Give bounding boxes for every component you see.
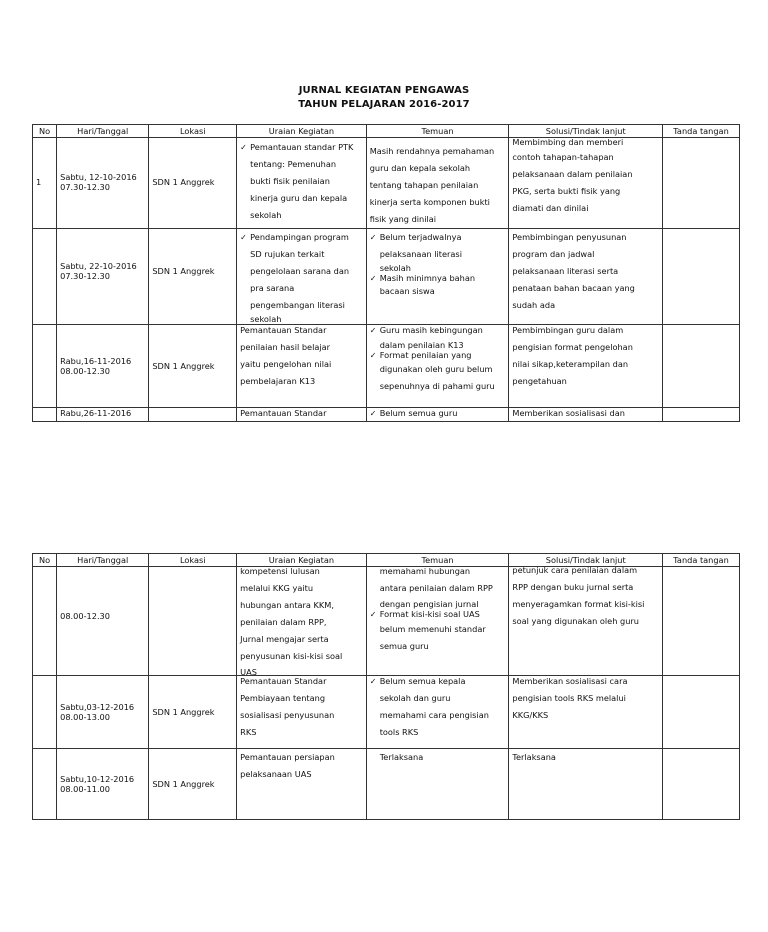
- row-time: 08.00-12.30: [60, 366, 110, 376]
- row-location: SDN 1 Anggrek: [152, 706, 215, 717]
- row-temuan: Masih rendahnya pemahaman guru dan kepala sekolah tentang tahapan penilaian kinerja serta komponen bukti fisik yang dinilai: [369, 146, 495, 224]
- document-title: JURNAL KEGIATAN PENGAWAS: [298, 85, 470, 96]
- check-icon: ✓: [240, 233, 247, 242]
- check-icon: ✓: [240, 143, 247, 152]
- row-solusi: Pembimbingan guru dalam pengisian format pengelohan nilai sikap,keterampilan dan pengetahuan: [512, 325, 633, 386]
- header-solusi: Solusi/Tindak lanjut: [509, 125, 663, 138]
- check-icon: ✓: [369, 233, 377, 242]
- check-icon: ✓: [369, 351, 377, 360]
- row-time: 08.00-13.00: [60, 712, 110, 722]
- check-icon: ✓: [369, 677, 377, 686]
- signature-cell: [663, 229, 740, 325]
- signature-cell: [663, 325, 740, 408]
- table-row: [33, 749, 740, 820]
- row-uraian: Pemantauan Standar: [240, 408, 327, 418]
- journal-table-1: [32, 124, 740, 422]
- row-uraian: ✓ Pemantauan standar PTK tentang: Pemenuhan bukti fisik penilaian kinerja guru dan kepala sekolah: [240, 138, 363, 224]
- row-location: SDN 1 Anggrek: [152, 778, 215, 789]
- row-solusi: Memberikan sosialisasi dan: [512, 408, 625, 418]
- row-temuan: ✓ Belum terjadwalnya pelaksanaan literasi sekolah ✓ Masih minimnya bahan bacaan siswa: [370, 229, 506, 300]
- row-time: 07.30-12.30: [60, 271, 110, 281]
- row-uraian: Pemantauan Standar Pembiayaan tentang sosialisasi penyusunan RKS: [240, 676, 335, 737]
- document-subtitle: TAHUN PELAJARAN 2016-2017: [298, 99, 470, 110]
- signature-cell: [663, 567, 740, 676]
- table-row: [33, 567, 740, 676]
- journal-table-2: [32, 553, 740, 820]
- row-uraian: Pemantauan persiapan pelaksanaan UAS: [240, 752, 335, 779]
- header-solusi: Solusi/Tindak lanjut: [509, 554, 663, 567]
- row-temuan: ✓ Belum semua guru: [369, 408, 458, 418]
- table-row: [33, 325, 740, 408]
- check-icon: ✓: [369, 326, 377, 335]
- row-temuan: ✓ Belum semua kepala sekolah dan guru memahami cara pengisian tools RKS: [370, 673, 506, 741]
- row-uraian: ✓ Pendampingan program SD rujukan terkait pengelolaan sarana dan pra sarana pengembangan literasi sekolah: [240, 229, 363, 324]
- row-uraian: Pemantauan Standar penilaian hasil belajar yaitu pengelohan nilai pembelajaran K13: [240, 325, 332, 386]
- signature-cell: [663, 676, 740, 749]
- header-temuan: Temuan: [366, 554, 509, 567]
- check-icon: ✓: [369, 409, 377, 418]
- table-row: [33, 408, 740, 422]
- header-no: No: [33, 554, 57, 567]
- header-uraian-kegiatan: Uraian Kegiatan: [237, 125, 367, 138]
- row-solusi: Terlaksana: [512, 752, 556, 762]
- row-temuan: ✓ Guru masih kebingungan dalam penilaian K13 ✓ Format penilaian yang digunakan oleh guru belum sepenuhnya di pahami guru: [370, 322, 506, 395]
- row-location: SDN 1 Anggrek: [152, 176, 215, 187]
- row-temuan: memahami hubungan antara penilaian dalam RPP dengan pengisian jurnal ✓ Format kisi-kisi soal UAS belum memenuhi standar semua guru: [369, 566, 493, 651]
- header-tanda-tangan: Tanda tangan: [663, 554, 740, 567]
- row-date: Sabtu,10-12-2016: [60, 773, 135, 784]
- signature-cell: [663, 408, 740, 422]
- header-tanda-tangan: Tanda tangan: [663, 125, 740, 138]
- table-row: [33, 138, 740, 229]
- row-date: Rabu,26-11-2016: [60, 408, 132, 418]
- row-temuan: Terlaksana: [379, 752, 424, 762]
- signature-cell: [663, 138, 740, 229]
- check-icon: ✓: [369, 274, 377, 283]
- row-time: 08.00-11.00: [60, 784, 110, 794]
- header-no: No: [33, 125, 57, 138]
- row-number: 1: [36, 176, 42, 187]
- row-location: SDN 1 Anggrek: [152, 360, 215, 371]
- header-lokasi: Lokasi: [149, 554, 237, 567]
- header-lokasi: Lokasi: [149, 125, 237, 138]
- header-hari-tanggal: Hari/Tanggal: [57, 125, 149, 138]
- check-icon: ✓: [369, 610, 377, 619]
- row-time: 07.30-12.30: [60, 182, 110, 192]
- row-location: SDN 1 Anggrek: [152, 265, 215, 276]
- header-uraian-kegiatan: Uraian Kegiatan: [237, 554, 367, 567]
- signature-cell: [663, 749, 740, 820]
- table-row: [33, 229, 740, 325]
- row-uraian: kompetensi lulusan melalui KKG yaitu hubungan antara KKM, penilaian dalam RPP, Jurnal mengajar serta penyusunan kisi-kisi soal UAS: [240, 566, 343, 677]
- row-solusi: petunjuk cara penilaian dalam RPP dengan buku jurnal serta menyeragamkan format kisi-kisi soal yang digunakan oleh guru: [512, 565, 645, 626]
- row-date: Sabtu, 12-10-2016: [60, 171, 137, 182]
- row-date: Rabu,16-11-2016: [60, 355, 132, 366]
- header-hari-tanggal: Hari/Tanggal: [57, 554, 149, 567]
- row-time: 08.00-12.30: [60, 610, 110, 621]
- row-solusi: Pembimbingan penyusunan program dan jadwal pelaksanaan literasi serta penataan bahan bacaan yang sudah ada: [512, 232, 635, 310]
- row-solusi: Memberikan sosialisasi cara pengisian tools RKS melalui KKG/KKS: [512, 676, 628, 720]
- row-date: Sabtu, 22-10-2016: [60, 260, 137, 271]
- row-solusi: Membimbing dan memberi contoh tahapan-tahapan pelaksanaan dalam penilaian PKG, serta bukti fisik yang diamati dan dinilai: [512, 137, 633, 213]
- table-row: [33, 676, 740, 749]
- header-temuan: Temuan: [366, 125, 509, 138]
- row-date: Sabtu,03-12-2016: [60, 701, 135, 712]
